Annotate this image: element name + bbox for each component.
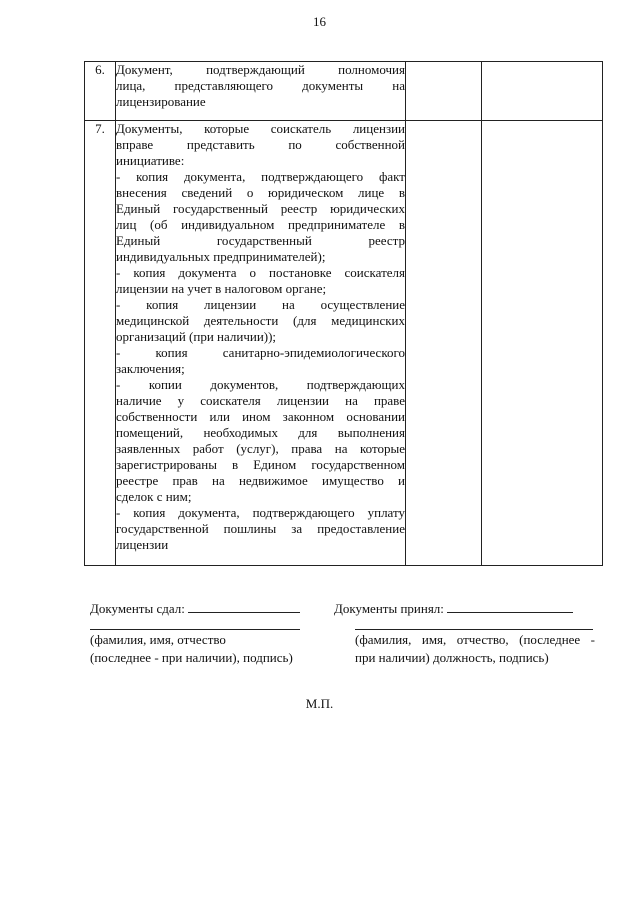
empty-cell — [482, 121, 603, 566]
empty-cell — [406, 62, 482, 121]
caption-line: при наличии) должность, подпись) — [355, 650, 549, 665]
received-by-caption — [355, 631, 595, 667]
received-by-name-line — [355, 629, 593, 630]
row-text-line: заявленных работ (услуг), права на которые — [116, 441, 405, 456]
submitted-by-signature-line — [188, 600, 300, 613]
empty-cell — [406, 121, 482, 566]
row-text-line: - копия документа, подтверждающего факт — [116, 169, 405, 184]
table-row — [85, 121, 603, 566]
row-number: 6. — [85, 62, 116, 121]
row-text-line: инициативе: — [116, 153, 185, 168]
submitted-by-label: Документы сдал: — [90, 601, 185, 616]
row-text-line: помещений, необходимых для выполнения — [116, 425, 405, 440]
row-text-line: - копия санитарно-эпидемиологического — [116, 345, 405, 360]
row-text-line: - копия документа о постановке соискателя — [116, 265, 405, 280]
row-text-line: государственной пошлины за предоставление — [116, 521, 405, 536]
stamp-place-label: М.П. — [305, 696, 334, 711]
received-by-field — [334, 600, 573, 617]
row-text-line: лицензии на учет в налоговом органе; — [116, 281, 327, 296]
row-description — [116, 121, 406, 566]
row-text-line: лица, представляющего документы на — [116, 78, 405, 93]
row-text-line: заключения; — [116, 361, 185, 376]
row-text-line: Единый государственный реестр — [116, 233, 405, 248]
submitted-by-field — [90, 600, 300, 617]
row-number: 7. — [85, 121, 116, 566]
row-text-line: собственности или ином законном основании — [116, 409, 405, 424]
row-text-line: лицензии — [116, 537, 169, 552]
received-by-label: Документы принял: — [334, 601, 444, 616]
page-number: 16 — [313, 14, 326, 29]
row-text-line: сделок с ним; — [116, 489, 192, 504]
row-text-line: медицинской деятельности (для медицинских — [116, 313, 405, 328]
row-text-line: реестре прав на недвижимое имущество и — [116, 473, 405, 488]
documents-table — [84, 61, 603, 566]
submitted-by-name-line — [90, 629, 300, 630]
row-text-line: - копия документа, подтверждающего уплату — [116, 505, 405, 520]
caption-line: (фамилия, имя, отчество — [90, 632, 226, 647]
caption-line: (фамилия, имя, отчество, (последнее - — [355, 632, 595, 647]
empty-cell — [482, 62, 603, 121]
row-text-line: - копия лицензии на осуществление — [116, 297, 405, 312]
submitted-by-caption — [90, 631, 312, 667]
row-text-line: Документы, которые соискатель лицензии — [116, 121, 405, 136]
row-text-line: лиц (об индивидуальном предпринимателе в — [116, 217, 405, 232]
row-text-line: Документ, подтверждающий полномочия — [116, 62, 405, 77]
table-row — [85, 62, 603, 121]
row-text-line: зарегистрированы в Едином государственном — [116, 457, 405, 472]
caption-line: (последнее - при наличии), подпись) — [90, 650, 293, 665]
received-by-signature-line — [447, 600, 573, 613]
row-text-line: наличие у соискателя лицензии на праве — [116, 393, 405, 408]
row-text-line: Единый государственный реестр юридических — [116, 201, 405, 216]
row-text-line: организаций (при наличии)); — [116, 329, 277, 344]
row-description — [116, 62, 406, 121]
row-text-line: индивидуальных предпринимателей); — [116, 249, 326, 264]
row-text-line: лицензирование — [116, 94, 206, 109]
row-text-line: внесения сведений о юридическом лице в — [116, 185, 405, 200]
row-text-line: вправе представить по собственной — [116, 137, 405, 152]
row-text-line: - копии документов, подтверждающих — [116, 377, 405, 392]
